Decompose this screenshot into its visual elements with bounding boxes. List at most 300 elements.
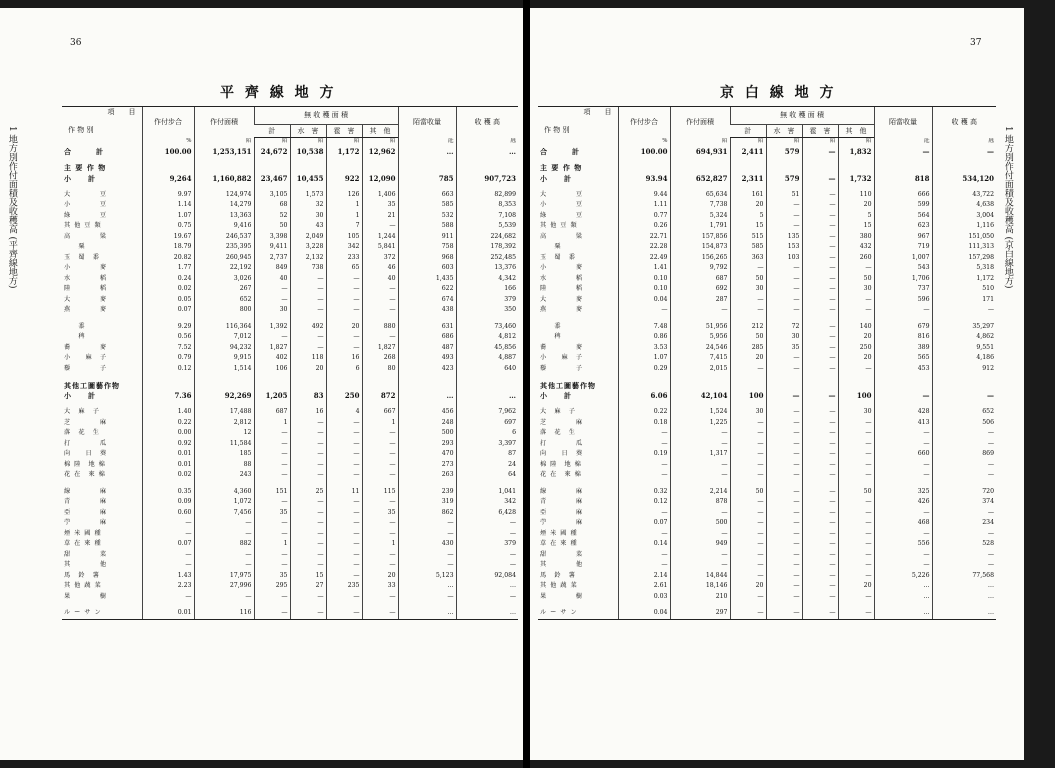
- cell-value: —: [766, 353, 802, 364]
- cell-value: —: [766, 418, 802, 429]
- cell-value: 2.14: [618, 571, 670, 582]
- cell-value: —: [254, 284, 290, 295]
- cell-value: —: [932, 439, 996, 450]
- cell-value: 151: [254, 487, 290, 498]
- cell-value: …: [398, 146, 456, 157]
- cell-value: 64: [456, 470, 518, 481]
- cell-value: —: [838, 460, 874, 471]
- cell-value: 652: [932, 407, 996, 418]
- cell-value: 3,105: [254, 190, 290, 201]
- unit-label: 瓩: [398, 138, 456, 147]
- cell-value: 15: [730, 221, 766, 232]
- row-label: 其 他: [540, 561, 584, 569]
- cell-value: 0.05: [142, 295, 194, 306]
- table-row: [538, 571, 996, 582]
- table-row: [62, 571, 518, 582]
- row-label: 馬 鈴 薯: [540, 571, 576, 579]
- cell-value: —: [874, 460, 932, 471]
- cell-value: —: [932, 428, 996, 439]
- cell-value: 5,956: [670, 332, 730, 343]
- cell-value: —: [766, 560, 802, 571]
- row-label: 稗: [64, 333, 86, 341]
- cell-value: —: [290, 449, 326, 460]
- cell-value: 0.12: [142, 364, 194, 375]
- cell-value: [456, 163, 518, 174]
- cell-value: —: [874, 560, 932, 571]
- cell-value: —: [766, 592, 802, 603]
- cell-value: 100.00: [618, 146, 670, 157]
- cell-value: 115: [362, 487, 398, 498]
- cell-value: 5,226: [874, 571, 932, 582]
- cell-value: 50: [838, 274, 874, 285]
- table-row: [62, 529, 518, 540]
- cell-value: 65,634: [670, 190, 730, 201]
- cell-value: —: [874, 529, 932, 540]
- cell-value: —: [194, 518, 254, 529]
- cell-value: —: [874, 439, 932, 450]
- cell-value: —: [326, 332, 362, 343]
- cell-value: —: [254, 550, 290, 561]
- cell-value: —: [254, 529, 290, 540]
- header-sub: 其 他: [362, 125, 398, 138]
- cell-value: [362, 380, 398, 391]
- cell-value: —: [802, 439, 838, 450]
- row-label: 向 日 葵: [540, 450, 584, 458]
- cell-value: 1,827: [362, 343, 398, 354]
- cell-value: 15: [838, 221, 874, 232]
- unit-label: 陌: [362, 138, 398, 147]
- cell-value: [618, 380, 670, 391]
- cell-value: 246,537: [194, 232, 254, 243]
- table-row: [538, 253, 996, 264]
- row-label: 小 麥: [540, 264, 584, 272]
- cell-value: —: [290, 274, 326, 285]
- cell-value: —: [254, 560, 290, 571]
- row-label: 芝 麻: [64, 418, 108, 426]
- cell-value: —: [838, 305, 874, 316]
- cell-value: —: [838, 571, 874, 582]
- cell-value: [670, 163, 730, 174]
- cell-value: 14,279: [194, 200, 254, 211]
- cell-value: —: [362, 497, 398, 508]
- cell-value: —: [802, 460, 838, 471]
- cell-value: 5,318: [932, 263, 996, 274]
- cell-value: 50: [730, 274, 766, 285]
- cell-value: —: [290, 295, 326, 306]
- cell-value: 24,672: [254, 146, 290, 157]
- cell-value: —: [766, 263, 802, 274]
- cell-value: —: [730, 449, 766, 460]
- cell-value: 556: [874, 539, 932, 550]
- cell-value: —: [326, 305, 362, 316]
- cell-value: 8,353: [456, 200, 518, 211]
- cell-value: 0.60: [142, 508, 194, 519]
- cell-value: 4,812: [456, 332, 518, 343]
- cell-value: 40: [254, 274, 290, 285]
- cell-value: —: [766, 274, 802, 285]
- cell-value: …: [874, 608, 932, 619]
- cell-value: 379: [456, 295, 518, 306]
- row-label: 大 麥: [64, 295, 108, 303]
- table-row: [538, 449, 996, 460]
- row-label: 小 豆: [540, 201, 584, 209]
- cell-value: —: [142, 550, 194, 561]
- table-row: [538, 242, 996, 253]
- row-label: 向 日 葵: [64, 450, 108, 458]
- cell-value: 7.48: [618, 322, 670, 333]
- cell-value: —: [838, 592, 874, 603]
- cell-value: 872: [362, 391, 398, 402]
- cell-value: —: [932, 508, 996, 519]
- cell-value: 20: [838, 353, 874, 364]
- cell-value: —: [766, 305, 802, 316]
- cell-value: 11: [326, 487, 362, 498]
- cell-value: 679: [874, 322, 932, 333]
- cell-value: 720: [932, 487, 996, 498]
- row-label: 燕 麥: [64, 306, 108, 314]
- cell-value: 2,812: [194, 418, 254, 429]
- cell-value: —: [730, 518, 766, 529]
- header-sub: 水 害: [290, 125, 326, 138]
- cell-value: 6: [326, 364, 362, 375]
- cell-value: —: [362, 460, 398, 471]
- cell-value: 87: [456, 449, 518, 460]
- cell-value: —: [326, 439, 362, 450]
- cell-value: 2,411: [730, 146, 766, 157]
- cell-value: —: [802, 470, 838, 481]
- table-row: [538, 550, 996, 561]
- cell-value: 20: [290, 364, 326, 375]
- cell-value: [874, 380, 932, 391]
- cell-value: —: [254, 592, 290, 603]
- row-label: 黍: [64, 322, 86, 330]
- cell-value: 603: [398, 263, 456, 274]
- table-row: [62, 439, 518, 450]
- cell-value: [670, 380, 730, 391]
- table-row: [62, 242, 518, 253]
- cell-value: —: [618, 529, 670, 540]
- cell-value: 30: [290, 211, 326, 222]
- right-page: [530, 8, 1024, 760]
- cell-value: 260,945: [194, 253, 254, 264]
- cell-value: —: [838, 364, 874, 375]
- cell-value: 0.56: [142, 332, 194, 343]
- table-row: [538, 391, 996, 402]
- cell-value: 30: [730, 407, 766, 418]
- cell-value: —: [766, 221, 802, 232]
- cell-value: 43: [290, 221, 326, 232]
- cell-value: 1: [362, 539, 398, 550]
- cell-value: —: [932, 550, 996, 561]
- cell-value: 1,514: [194, 364, 254, 375]
- cell-value: —: [326, 274, 362, 285]
- cell-value: —: [326, 449, 362, 460]
- table-row: [538, 497, 996, 508]
- cell-value: 9,416: [194, 221, 254, 232]
- header-harvest: 收 穫 高: [932, 107, 996, 138]
- cell-value: 374: [932, 497, 996, 508]
- cell-value: 697: [456, 418, 518, 429]
- row-label: 主 要 作 物: [540, 163, 583, 173]
- cell-value: 402: [254, 353, 290, 364]
- cell-value: 737: [874, 284, 932, 295]
- cell-value: 17,975: [194, 571, 254, 582]
- unit-label: %: [142, 138, 194, 147]
- cell-value: 694,931: [670, 146, 730, 157]
- cell-value: 16: [326, 353, 362, 364]
- cell-value: 92,084: [456, 571, 518, 582]
- table-row: [62, 449, 518, 460]
- cell-value: —: [766, 364, 802, 375]
- table-row: [538, 518, 996, 529]
- cell-value: 35: [766, 343, 802, 354]
- cell-value: 1,435: [398, 274, 456, 285]
- cell-value: —: [766, 529, 802, 540]
- cell-value: 565: [874, 353, 932, 364]
- row-label: 苧 麻: [64, 519, 108, 527]
- cell-value: …: [456, 608, 518, 619]
- cell-value: —: [290, 518, 326, 529]
- cell-value: 785: [398, 173, 456, 184]
- row-label: 大 豆: [64, 190, 108, 198]
- cell-value: 50: [730, 487, 766, 498]
- cell-value: 487: [398, 343, 456, 354]
- table-row: [538, 332, 996, 343]
- cell-value: —: [802, 449, 838, 460]
- cell-value: —: [362, 608, 398, 619]
- cell-value: 1,041: [456, 487, 518, 498]
- cell-value: —: [802, 173, 838, 184]
- cell-value: 470: [398, 449, 456, 460]
- cell-value: —: [802, 497, 838, 508]
- cell-value: 432: [838, 242, 874, 253]
- cell-value: 30: [766, 332, 802, 343]
- cell-value: 73,460: [456, 322, 518, 333]
- cell-value: —: [838, 529, 874, 540]
- cell-value: —: [802, 322, 838, 333]
- cell-value: —: [802, 364, 838, 375]
- cell-value: —: [290, 343, 326, 354]
- cell-value: 800: [194, 305, 254, 316]
- cell-value: —: [766, 284, 802, 295]
- cell-value: —: [326, 529, 362, 540]
- cell-value: —: [730, 608, 766, 619]
- cell-value: 325: [874, 487, 932, 498]
- cell-value: —: [326, 284, 362, 295]
- cell-value: 456: [398, 407, 456, 418]
- cell-value: 1,072: [194, 497, 254, 508]
- cell-value: —: [618, 560, 670, 571]
- cell-value: 0.19: [618, 449, 670, 460]
- cell-value: —: [362, 221, 398, 232]
- cell-value: —: [730, 529, 766, 540]
- cell-value: 19.67: [142, 232, 194, 243]
- header-area: 作付面積: [670, 107, 730, 138]
- cell-value: 342: [456, 497, 518, 508]
- cell-value: —: [618, 508, 670, 519]
- row-label: 馬 鈴 薯: [64, 571, 100, 579]
- cell-value: 100: [838, 391, 874, 402]
- cell-value: 564: [874, 211, 932, 222]
- cell-value: 389: [874, 343, 932, 354]
- row-label: 藜 子: [540, 364, 584, 372]
- row-label: 蕎 麥: [64, 343, 108, 351]
- row-label: 果 樹: [540, 592, 584, 600]
- cell-value: 32: [290, 200, 326, 211]
- row-label: 青 麻: [540, 498, 584, 506]
- cell-value: —: [766, 487, 802, 498]
- cell-value: 1,573: [290, 190, 326, 201]
- cell-value: 20: [730, 581, 766, 592]
- cell-value: 295: [254, 581, 290, 592]
- cell-value: 468: [874, 518, 932, 529]
- cell-value: 599: [874, 200, 932, 211]
- cell-value: …: [398, 581, 456, 592]
- cell-value: —: [670, 529, 730, 540]
- cell-value: 20: [326, 322, 362, 333]
- cell-value: 233: [326, 253, 362, 264]
- cell-value: 0.86: [618, 332, 670, 343]
- cell-value: 13,376: [456, 263, 518, 274]
- cell-value: 100: [730, 391, 766, 402]
- unit-label: 陌: [802, 138, 838, 147]
- cell-value: 7,108: [456, 211, 518, 222]
- cell-value: —: [838, 470, 874, 481]
- row-label: 小 計: [540, 173, 572, 183]
- unit-label: 陌: [670, 138, 730, 147]
- table-row: [62, 581, 518, 592]
- cell-value: [932, 380, 996, 391]
- cell-value: 10,538: [290, 146, 326, 157]
- cell-value: 319: [398, 497, 456, 508]
- cell-value: 83: [290, 391, 326, 402]
- cell-value: —: [730, 428, 766, 439]
- cell-value: 660: [874, 449, 932, 460]
- cell-value: —: [194, 560, 254, 571]
- cell-value: [618, 163, 670, 174]
- cell-value: 596: [874, 295, 932, 306]
- cell-value: 0.24: [142, 274, 194, 285]
- cell-value: 82,899: [456, 190, 518, 201]
- cell-value: 1,392: [254, 322, 290, 333]
- cell-value: 118: [290, 353, 326, 364]
- cell-value: 640: [456, 364, 518, 375]
- row-label: 蕎 麥: [540, 343, 584, 351]
- table-row: [62, 550, 518, 561]
- table-row: [538, 274, 996, 285]
- header-sub: 雹 害: [802, 125, 838, 138]
- row-label: 青 麻: [64, 498, 108, 506]
- cell-value: 4,360: [194, 487, 254, 498]
- cell-value: 878: [670, 497, 730, 508]
- cell-value: 16: [290, 407, 326, 418]
- row-label: 煙 米 國 種: [64, 529, 102, 537]
- cell-value: —: [802, 418, 838, 429]
- cell-value: 2.23: [142, 581, 194, 592]
- unit-label: 陌: [730, 138, 766, 147]
- cell-value: —: [932, 146, 996, 157]
- table-row: [538, 428, 996, 439]
- cell-value: —: [290, 560, 326, 571]
- table-row: [538, 581, 996, 592]
- row-label: 大 麻 子: [540, 408, 576, 416]
- cell-value: 3,228: [290, 242, 326, 253]
- cell-value: —: [802, 343, 838, 354]
- cell-value: …: [874, 592, 932, 603]
- cell-value: 154,873: [670, 242, 730, 253]
- cell-value: 911: [398, 232, 456, 243]
- table-row: [62, 253, 518, 264]
- cell-value: 0.07: [142, 539, 194, 550]
- cell-value: —: [290, 470, 326, 481]
- row-label: 水 稻: [64, 274, 108, 282]
- cell-value: —: [802, 428, 838, 439]
- table-row: [62, 608, 518, 619]
- cell-value: 4,186: [932, 353, 996, 364]
- row-label: 棉 陸 地 棉: [64, 460, 106, 468]
- table-row: [538, 295, 996, 306]
- cell-value: —: [290, 284, 326, 295]
- cell-value: —: [730, 592, 766, 603]
- table-row: [538, 322, 996, 333]
- row-label: 高 粱: [64, 232, 108, 240]
- cell-value: [838, 380, 874, 391]
- cell-value: 585: [398, 200, 456, 211]
- cell-value: 105: [326, 232, 362, 243]
- row-label: 亞 麻: [64, 508, 108, 516]
- cell-value: —: [194, 529, 254, 540]
- cell-value: 111,313: [932, 242, 996, 253]
- cell-value: [730, 380, 766, 391]
- cell-value: —: [326, 518, 362, 529]
- header-sub: 其 他: [838, 125, 874, 138]
- cell-value: —: [326, 539, 362, 550]
- cell-value: —: [766, 470, 802, 481]
- cell-value: [362, 163, 398, 174]
- cell-value: —: [838, 497, 874, 508]
- cell-value: 1,160,882: [194, 173, 254, 184]
- table-row: [538, 418, 996, 429]
- cell-value: 9,792: [670, 263, 730, 274]
- cell-value: —: [290, 550, 326, 561]
- cell-value: —: [398, 592, 456, 603]
- cell-value: —: [456, 550, 518, 561]
- cell-value: 20: [362, 571, 398, 582]
- cell-value: 9.29: [142, 322, 194, 333]
- row-label: 稗: [540, 333, 562, 341]
- cell-value: 24: [456, 460, 518, 471]
- cell-value: —: [802, 518, 838, 529]
- cell-value: —: [730, 263, 766, 274]
- cell-value: 17,488: [194, 407, 254, 418]
- row-label: ル ー サ ン: [62, 608, 142, 619]
- cell-value: —: [802, 211, 838, 222]
- table-row: [62, 391, 518, 402]
- cell-value: 161: [730, 190, 766, 201]
- cell-value: 25: [290, 487, 326, 498]
- cell-value: —: [290, 305, 326, 316]
- cell-value: 7.52: [142, 343, 194, 354]
- row-label: 花 在 來 棉: [540, 471, 582, 479]
- cell-value: —: [766, 497, 802, 508]
- cell-value: —: [362, 284, 398, 295]
- cell-value: [254, 163, 290, 174]
- cell-value: —: [766, 200, 802, 211]
- cell-value: 0.02: [142, 284, 194, 295]
- row-label: 小 麻 子: [64, 354, 108, 362]
- cell-value: —: [290, 332, 326, 343]
- cell-value: 11,584: [194, 439, 254, 450]
